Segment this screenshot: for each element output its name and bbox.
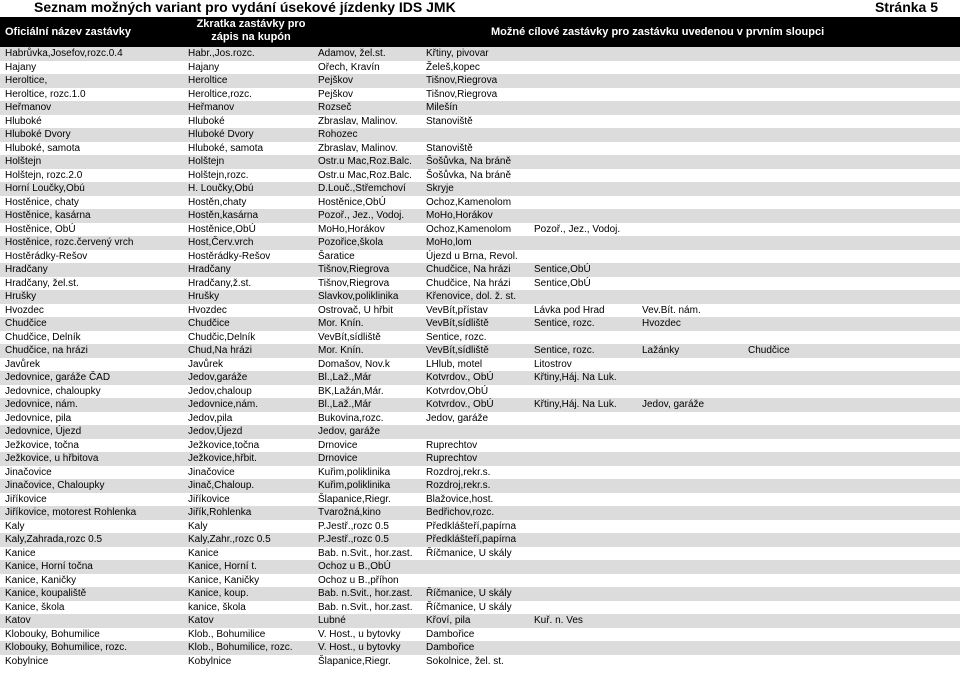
cell-target-stop: Želeš,kopec [426,61,480,73]
cell-official-name: Horní Loučky,Obú [5,183,85,194]
cell-short-name: Jedov,chaloup [188,385,252,397]
table-row [0,547,960,561]
table-row [0,412,960,426]
cell-official-name: Heřmanov [5,102,52,113]
cell-target-stop: VevBít,sídliště [426,345,489,356]
table-row [0,385,960,399]
cell-target-stop: Mor. Knín. [318,345,364,356]
cell-target-stop: Bl.,Laž.,Már [318,372,372,383]
cell-official-name: Holštejn [5,156,42,167]
cell-target-stop: Blažovice,host. [426,493,494,505]
table-row [0,520,960,534]
cell-short-name: Hvozdec [188,304,227,316]
cell-target-stop: Lubné [318,615,346,626]
cell-official-name: Habrůvka,Josefov,rozc.0.4 [5,48,123,59]
cell-official-name: Javůrek [5,358,41,370]
table-row [0,128,960,142]
cell-short-name: Klob., Bohumilice, rozc. [188,642,293,653]
cell-short-name: Kanice, koup. [188,588,249,599]
cell-official-name: Hrušky [5,291,37,302]
cell-target-stop: Stanoviště [426,142,473,154]
table-row [0,439,960,453]
cell-short-name: Jedov,garáže [188,372,248,383]
cell-official-name: Jiříkovice, motorest Rohlenka [5,507,137,518]
cell-official-name: Hostěnice, rozc.červený vrch [5,237,134,248]
cell-short-name: Host,Červ.vrch [188,237,254,248]
cell-target-stop: Rozdroj,rekr.s. [426,480,491,491]
cell-target-stop: Ostrovač, U hřbit [318,304,394,316]
cell-official-name: Hostěnice, kasárna [5,210,91,221]
cell-target-stop: Zbraslav, Malinov. [318,115,398,127]
cell-target-stop: Zbraslav, Malinov. [318,142,398,154]
cell-target-stop: Kotvrdov,ObÚ [426,385,489,397]
cell-short-name: Hostěrádky-Rešov [188,250,271,262]
table-row [0,250,960,264]
cell-official-name: Chudčice, na hrázi [5,345,88,356]
cell-official-name: Heroltice, [5,75,48,86]
cell-target-stop: Bukovina,rozc. [318,412,384,424]
cell-target-stop: Ostr.u Mac,Roz.Balc. [318,156,412,167]
cell-short-name: Chud,Na hrázi [188,345,252,356]
cell-target-stop: Ruprechtov [426,439,478,451]
cell-official-name: Kobylnice [5,655,49,667]
cell-target-stop: Kotvrdov., ObÚ [426,372,494,383]
table-row [0,61,960,75]
table-row [0,169,960,183]
cell-target-stop: Rohozec [318,129,358,140]
cell-target-stop: Křtiny,Háj. Na Luk. [534,372,617,383]
cell-target-stop: Sentice, rozc. [534,318,595,329]
cell-target-stop: Sentice,ObÚ [534,277,591,289]
cell-target-stop: Drnovice [318,439,358,451]
cell-official-name: Heroltice, rozc.1.0 [5,88,86,100]
cell-official-name: Jinačovice, Chaloupky [5,480,105,491]
cell-target-stop: V. Host., u bytovky [318,628,401,640]
cell-target-stop: Pozořice,škola [318,237,384,248]
cell-target-stop: Křtiny,Háj. Na Luk. [534,399,617,410]
table-row [0,533,960,547]
cell-official-name: Klobouky, Bohumilice [5,628,100,640]
cell-short-name: Kanice, Horní t. [188,561,257,572]
table-row [0,290,960,304]
cell-target-stop: Rozseč [318,102,352,113]
cell-target-stop: Kuřim,poliklinika [318,480,391,491]
table-body [0,47,960,668]
cell-target-stop: Jedov, garáže [318,426,381,437]
cell-target-stop: Křoví, pila [426,615,471,626]
table-row [0,560,960,574]
cell-target-stop: Bab. n.Svit., hor.zast. [318,547,413,559]
table-row [0,574,960,588]
cell-target-stop: Šošůvka, Na bráně [426,169,512,181]
cell-short-name: Ježkovice,točna [188,439,260,451]
cell-short-name: Kobylnice [188,655,232,667]
table-row [0,331,960,345]
cell-target-stop: Ochoz u B.,příhon [318,574,399,586]
cell-target-stop: Šlapanice,Riegr. [318,655,391,667]
table-row [0,74,960,88]
cell-target-stop: Ochoz u B.,ObÚ [318,561,391,572]
cell-official-name: Hostěnice, ObÚ [5,223,76,235]
cell-short-name: Jedov,pila [188,412,233,424]
table-row [0,236,960,250]
cell-target-stop: P.Jestř.,rozc 0.5 [318,520,389,532]
page-title: Seznam možných variant pro vydání úsekové jízdenky IDS JMK [34,0,456,15]
cell-target-stop: Ochoz,Kamenolom [426,196,512,208]
header-target-stops: Možné cílové zastávky pro zastávku uvedenou v prvním sloupci [491,26,825,38]
cell-target-stop: Tišnov,Riegrova [318,264,390,275]
table-row [0,304,960,318]
cell-short-name: Jedovnice,nám. [188,399,259,410]
cell-target-stop: Stanoviště [426,115,473,127]
cell-target-stop: Hostěnice,ObÚ [318,196,386,208]
cell-target-stop: Tišnov,Riegrova [426,75,498,86]
cell-short-name: Jinačovice [188,466,235,478]
table-row [0,466,960,480]
table-row [0,88,960,102]
cell-target-stop: Kuř. n. Ves [534,615,583,626]
cell-target-stop: Dambořice [426,642,475,653]
cell-target-stop: Křtiny, pivovar [426,48,489,59]
cell-target-stop: Předklášteří,papírna [426,534,517,545]
cell-target-stop: LHlub, motel [426,358,483,370]
cell-target-stop: VevBít,přístav [426,304,488,316]
cell-short-name: Habr.,Jos.rozc. [188,48,255,59]
cell-target-stop: Šošůvka, Na bráně [426,156,512,167]
cell-short-name: Jiříkovice [188,493,230,505]
cell-official-name: Hradčany, žel.st. [5,277,79,289]
cell-target-stop: Bab. n.Svit., hor.zast. [318,588,413,599]
table-row [0,142,960,156]
cell-official-name: Jedovnice, chaloupky [5,385,101,397]
cell-short-name: Kanice, Kaničky [188,574,260,586]
cell-target-stop: Křenovice, dol. ž. st. [426,291,517,302]
cell-short-name: Jiřík,Rohlenka [188,507,252,518]
cell-official-name: Hluboké [5,115,42,127]
cell-short-name: Hluboké, samota [188,142,264,154]
cell-target-stop: V. Host., u bytovky [318,642,401,653]
cell-target-stop: Pozoř., Jez., Vodoj. [318,210,405,221]
cell-target-stop: Tvarožná,kino [318,507,381,518]
cell-target-stop: Litostrov [534,358,572,370]
cell-target-stop: BK,Lažán,Már. [318,385,384,397]
cell-official-name: Klobouky, Bohumilice, rozc. [5,642,128,653]
table-row [0,371,960,385]
cell-target-stop: Tišnov,Riegrova [426,88,498,100]
table-row [0,47,960,61]
cell-target-stop: Dambořice [426,628,475,640]
table-row [0,506,960,520]
cell-short-name: Heřmanov [188,102,235,113]
cell-target-stop: Vev.Bít. nám. [642,304,701,316]
cell-target-stop: Chudčice, Na hrázi [426,264,511,275]
title-bar [0,0,960,14]
cell-official-name: Jinačovice [5,466,52,478]
table-row [0,155,960,169]
cell-official-name: Jedovnice, Újezd [5,426,82,437]
cell-short-name: Hrušky [188,291,220,302]
cell-target-stop: Chudčice [748,345,790,356]
cell-target-stop: Drnovice [318,453,358,464]
table-row [0,628,960,642]
cell-short-name: H. Loučky,Obú [188,183,254,194]
cell-official-name: Hajany [5,61,37,73]
cell-short-name: kanice, škola [188,601,246,613]
cell-official-name: Hostěnice, chaty [5,196,79,208]
cell-official-name: Kaly [5,520,25,532]
table-row [0,182,960,196]
cell-short-name: Kaly,Zahr.,rozc 0.5 [188,534,271,545]
cell-short-name: Hluboké [188,115,225,127]
cell-target-stop: MoHo,Horákov [426,210,493,221]
cell-target-stop: Domašov, Nov.k [318,358,390,370]
header-official-name: Oficiální název zastávky [5,26,131,38]
cell-target-stop: Mor. Knín. [318,318,364,329]
cell-short-name: Klob., Bohumilice [188,628,266,640]
cell-target-stop: Lažánky [642,345,680,356]
table-row [0,223,960,237]
cell-target-stop: MoHo,lom [426,237,472,248]
cell-target-stop: Milešín [426,102,458,113]
cell-official-name: Ježkovice, točna [5,439,79,451]
cell-official-name: Kanice [5,547,36,559]
cell-official-name: Kanice, Kaničky [5,574,77,586]
cell-target-stop: Jedov, garáže [426,412,489,424]
cell-target-stop: VevBít,sídliště [318,331,381,343]
cell-official-name: Kaly,Zahrada,rozc 0.5 [5,534,103,545]
cell-short-name: Hostěn,kasárna [188,210,259,221]
cell-short-name: Kanice [188,547,219,559]
table-row [0,196,960,210]
cell-short-name: Kaly [188,520,208,532]
table-header [0,17,960,47]
cell-official-name: Hluboké, samota [5,142,81,154]
cell-target-stop: Šaratice [318,250,355,262]
table-row [0,641,960,655]
table-row [0,277,960,291]
table-row [0,479,960,493]
table-row [0,614,960,628]
cell-target-stop: Hvozdec [642,318,681,329]
cell-short-name: Ježkovice,hřbit. [188,453,257,464]
cell-target-stop: Říčmanice, U skály [426,588,512,599]
cell-target-stop: Bl.,Laž.,Már [318,399,372,410]
header-short-name: Zkratka zastávky pro zápis na kupón [196,18,306,43]
cell-target-stop: Lávka pod Hrad [534,304,605,316]
cell-target-stop: Slavkov,poliklinika [318,291,399,302]
cell-official-name: Chudčice, Delník [5,331,81,343]
cell-short-name: Chudčic,Delník [188,331,256,343]
cell-short-name: Hostěnice,ObÚ [188,223,256,235]
table-row [0,601,960,615]
table-row [0,587,960,601]
cell-short-name: Hradčany [188,264,231,275]
cell-short-name: Hluboké Dvory [188,129,254,140]
page-number: Stránka 5 [874,0,938,15]
cell-official-name: Hvozdec [5,304,44,316]
cell-target-stop: Sentice,ObÚ [534,264,591,275]
cell-short-name: Hajany [188,61,220,73]
cell-target-stop: Adamov, žel.st. [318,48,386,59]
cell-target-stop: Bab. n.Svit., hor.zast. [318,601,413,613]
cell-target-stop: P.Jestř.,rozc 0.5 [318,534,389,545]
cell-target-stop: MoHo,Horákov [318,223,385,235]
table-row [0,263,960,277]
cell-official-name: Ježkovice, u hřbitova [5,453,99,464]
table-row [0,317,960,331]
cell-target-stop: Rozdroj,rekr.s. [426,466,491,478]
cell-short-name: Heroltice,rozc. [188,88,252,100]
cell-target-stop: Bedřichov,rozc. [426,507,495,518]
cell-target-stop: Sentice, rozc. [426,331,487,343]
table-row [0,452,960,466]
cell-official-name: Kanice, koupaliště [5,588,87,599]
cell-target-stop: Tišnov,Riegrova [318,277,390,289]
table-row [0,655,960,669]
cell-short-name: Jedov,Újezd [188,426,243,437]
cell-official-name: Hostěrádky-Rešov [5,250,88,262]
table-row [0,344,960,358]
cell-official-name: Jedovnice, pila [5,412,72,424]
cell-target-stop: Újezd u Brna, Revol. [426,250,518,262]
table-row [0,398,960,412]
cell-short-name: Hradčany,ž.st. [188,277,252,289]
cell-target-stop: VevBít,sídliště [426,318,489,329]
cell-short-name: Hostěn,chaty [188,196,247,208]
cell-target-stop: Skryje [426,183,454,194]
cell-short-name: Heroltice [188,75,228,86]
cell-short-name: Jinač,Chaloup. [188,480,255,491]
table-row [0,425,960,439]
cell-official-name: Kanice, Horní točna [5,561,93,572]
cell-target-stop: Ostr.u Mac,Roz.Balc. [318,169,412,181]
cell-target-stop: Říčmanice, U skály [426,601,512,613]
cell-target-stop: Kuřim,poliklinika [318,466,391,478]
cell-short-name: Katov [188,615,214,626]
cell-target-stop: Pejškov [318,75,354,86]
table-row [0,358,960,372]
cell-short-name: Chudčice [188,318,230,329]
cell-official-name: Jiříkovice [5,493,47,505]
cell-official-name: Jedovnice, nám. [5,399,78,410]
cell-official-name: Hradčany [5,264,48,275]
cell-target-stop: Kotvrdov., ObÚ [426,399,494,410]
cell-target-stop: D.Louč.,Střemchoví [318,183,406,194]
cell-official-name: Chudčice [5,318,47,329]
cell-official-name: Hluboké Dvory [5,129,71,140]
table-row [0,493,960,507]
cell-official-name: Jedovnice, garáže ČAD [5,372,111,383]
cell-short-name: Holštejn,rozc. [188,169,249,181]
cell-target-stop: Ořech, Kravín [318,61,380,73]
cell-target-stop: Říčmanice, U skály [426,547,512,559]
cell-short-name: Holštejn [188,156,225,167]
cell-official-name: Katov [5,615,31,626]
cell-target-stop: Ochoz,Kamenolom [426,223,512,235]
cell-target-stop: Pozoř., Jez., Vodoj. [534,223,621,235]
cell-target-stop: Sentice, rozc. [534,345,595,356]
table-row [0,115,960,129]
cell-target-stop: Ruprechtov [426,453,478,464]
cell-official-name: Holštejn, rozc.2.0 [5,169,83,181]
cell-official-name: Kanice, škola [5,601,65,613]
cell-short-name: Javůrek [188,358,224,370]
table-row [0,209,960,223]
cell-target-stop: Pejškov [318,88,354,100]
cell-target-stop: Chudčice, Na hrázi [426,277,511,289]
cell-target-stop: Jedov, garáže [642,399,705,410]
cell-target-stop: Předklášteří,papírna [426,520,517,532]
cell-target-stop: Sokolnice, žel. st. [426,655,504,667]
cell-target-stop: Šlapanice,Riegr. [318,493,391,505]
table-row [0,101,960,115]
